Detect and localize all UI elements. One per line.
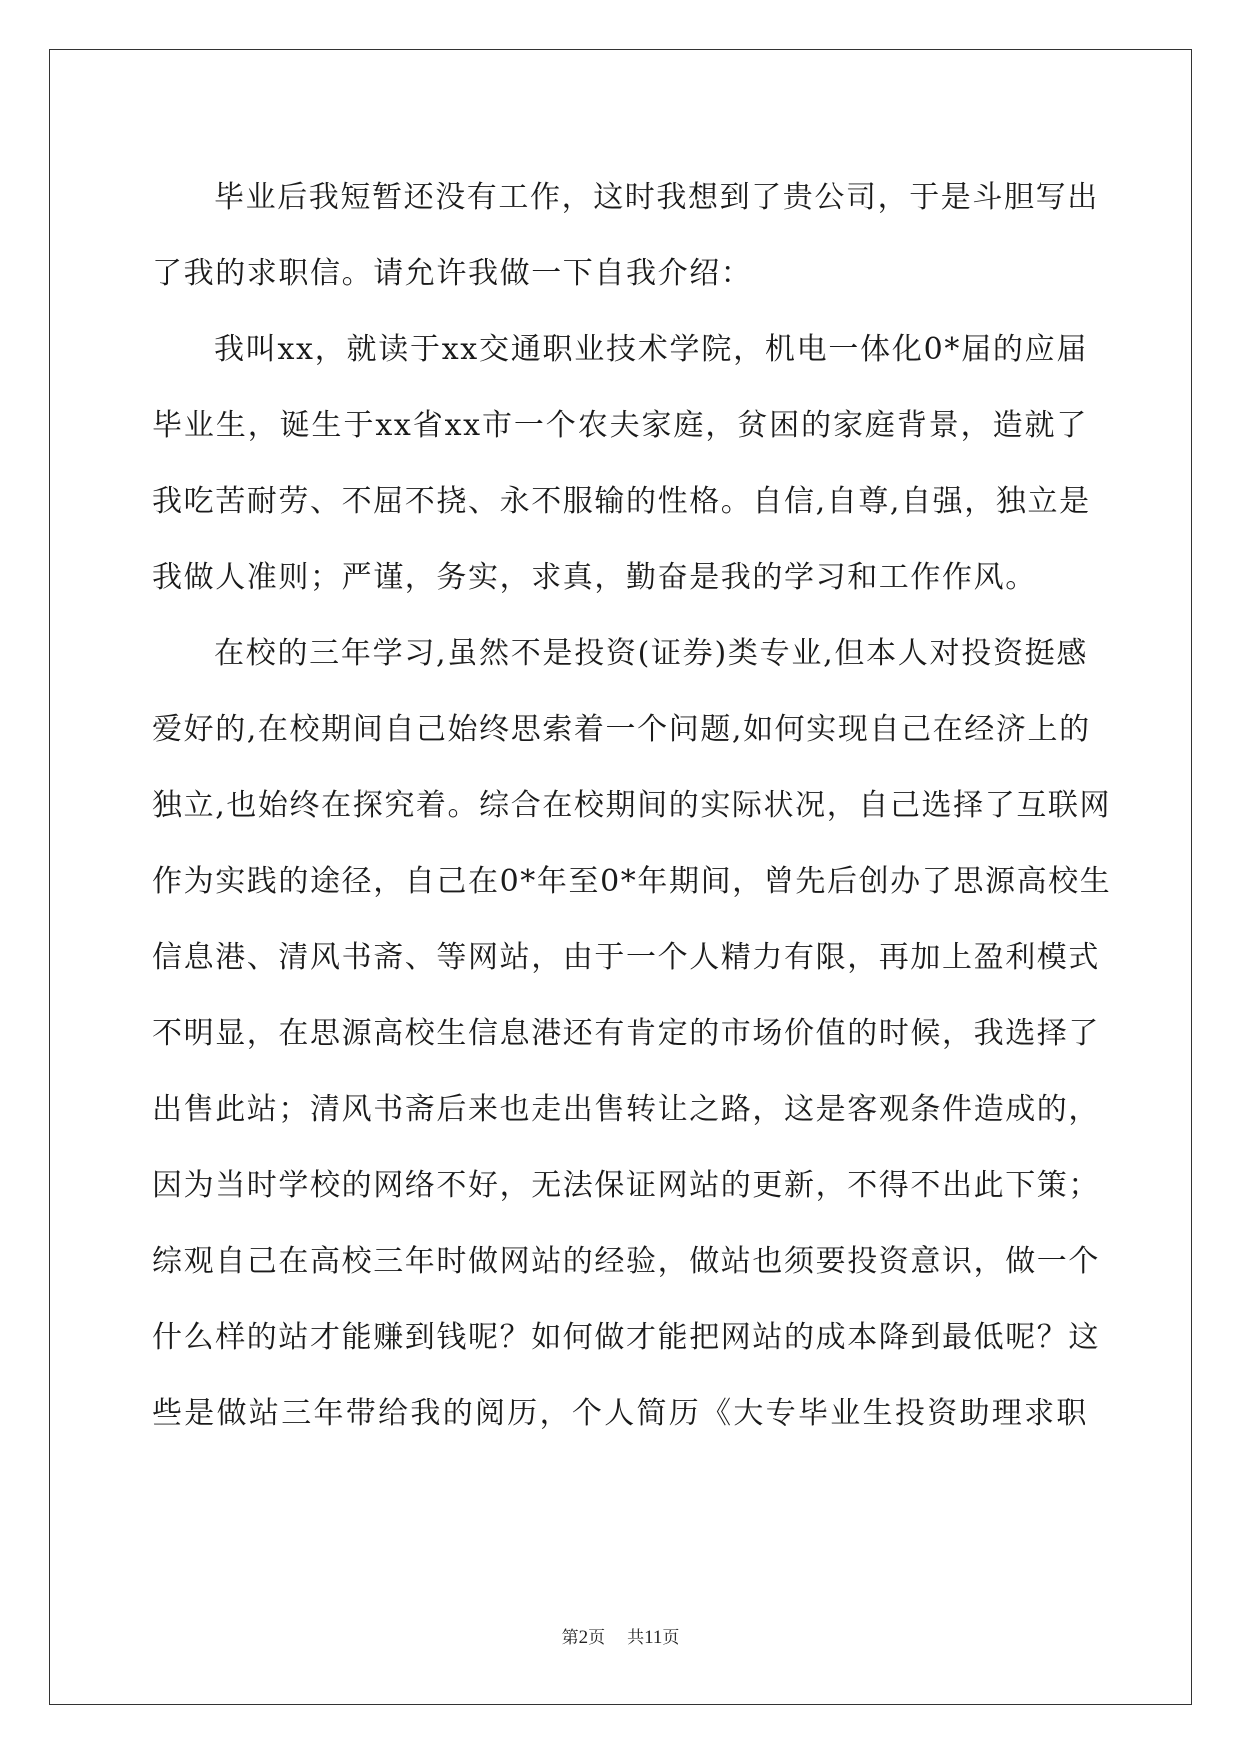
text-line: 什么样的站才能赚到钱呢？如何做才能把网站的成本降到最低呢？这 — [152, 1320, 1100, 1355]
total-pages: 11 — [644, 1627, 663, 1648]
text-line: 毕业生，诞生于xx省xx市一个农夫家庭，贫困的家庭背景，造就了 — [152, 408, 1088, 443]
text-line: 信息港、清风书斋、等网站，由于一个人精力有限，再加上盈利模式 — [152, 940, 1100, 975]
text-line: 我叫xx，就读于xx交通职业技术学院，机电一体化0*届的应届 — [214, 332, 1088, 367]
text-line: 作为实践的途径，自己在0*年至0*年期间，曾先后创办了思源高校生 — [152, 864, 1112, 899]
text-line: 了我的求职信。请允许我做一下自我介绍： — [152, 256, 753, 291]
paragraph-3 — [152, 616, 1112, 1452]
page-suffix: 页 — [588, 1628, 606, 1648]
text-line: 爱好的,在校期间自己始终思索着一个问题,如何实现自己在经济上的 — [152, 712, 1091, 747]
text-line: 因为当时学校的网络不好，无法保证网站的更新，不得不出此下策； — [152, 1168, 1100, 1203]
paragraph-1 — [152, 160, 1099, 312]
text-line: 独立,也始终在探究着。综合在校期间的实际状况，自己选择了互联网 — [152, 788, 1112, 823]
page-prefix: 第 — [561, 1628, 579, 1648]
text-line: 出售此站；清风书斋后来也走出售转让之路，这是客观条件造成的， — [152, 1092, 1100, 1127]
page-number: 2 — [578, 1627, 589, 1648]
paragraph-2 — [152, 312, 1091, 616]
text-line: 我做人准则；严谨，务实，求真，勤奋是我的学习和工作作风。 — [152, 560, 1037, 595]
total-suffix: 页 — [662, 1628, 680, 1648]
text-line: 毕业后我短暂还没有工作，这时我想到了贵公司，于是斗胆写出 — [214, 180, 1099, 215]
total-prefix: 共 — [627, 1628, 645, 1648]
text-line: 不明显，在思源高校生信息港还有肯定的市场价值的时候，我选择了 — [152, 1016, 1100, 1051]
document-body — [152, 160, 1112, 1452]
text-line: 我吃苦耐劳、不屈不挠、永不服输的性格。自信,自尊,自强，独立是 — [152, 484, 1091, 519]
text-line: 些是做站三年带给我的阅历，个人简历《大专毕业生投资助理求职 — [152, 1396, 1088, 1431]
text-line: 综观自己在高校三年时做网站的经验，做站也须要投资意识，做一个 — [152, 1244, 1100, 1279]
text-line: 在校的三年学习,虽然不是投资(证券)类专业,但本人对投资挺感 — [214, 636, 1088, 671]
page-footer — [0, 1628, 1241, 1648]
